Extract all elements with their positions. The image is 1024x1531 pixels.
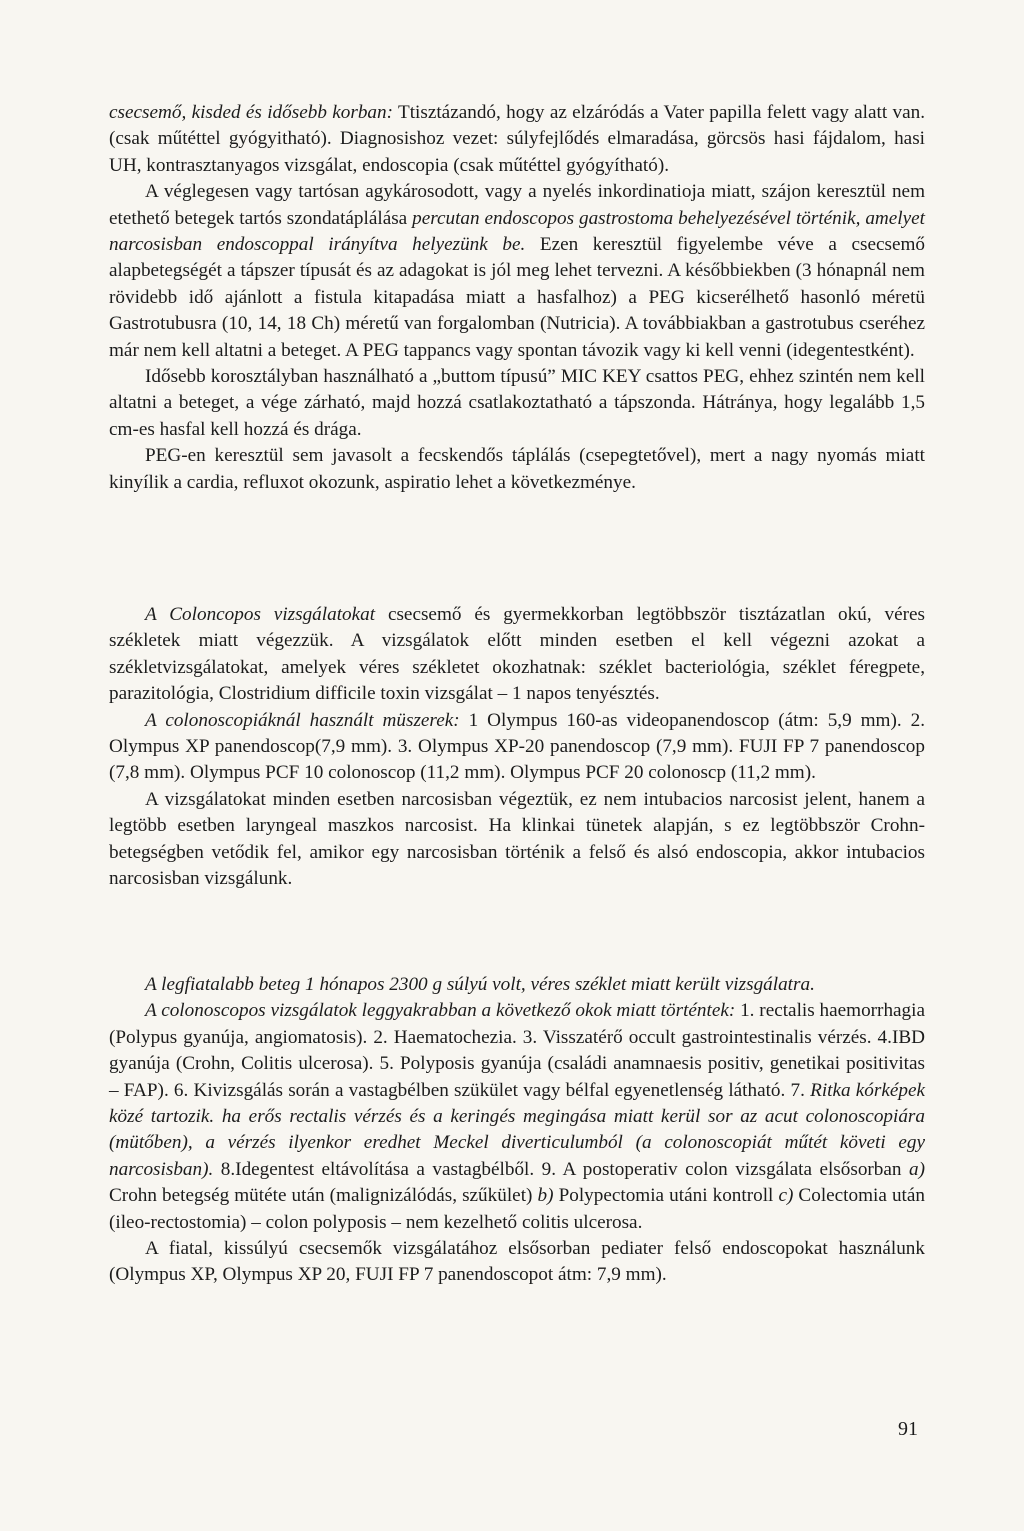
italic-run: A Coloncopos vizsgálatokat: [145, 604, 376, 625]
italic-run: percutan endoscopos gastrostoma behelyezésével történik, amelyet narcosisban endoscoppal irányítva helyezünk be.: [109, 207, 926, 256]
section-peg: [109, 100, 925, 496]
section-colonoscopy: [109, 602, 925, 892]
italic-run: A colonoscopos vizsgálatok leggyakrabban a következő okok miatt történtek:: [145, 1000, 736, 1022]
text-run: csecsemő és gyermekkorban legtöbbször tisztázatlan okú, véres székletek miatt végezzük. A vizsgálatok előtt minden esetben el kell végezni azokat a székletvizsgálatokat, amelyek véres székletet okozhatnak: széklet bacteriológia, széklet féregpete, parazitológia, Clostridium difficile toxin vizsgálat – 1 napos tenyésztés.: [109, 604, 925, 705]
paragraph: [109, 787, 925, 893]
paragraph: [109, 179, 925, 364]
text-run: Ttisztázandó, hogy az elzáródás a Vater papilla felett vagy alatt van. (csak műtéttel gyógyitható). Diagnosishoz vezet: súlyfejlődés elmaradása, görcsös hasi fájdalom, hasi UH, kontrasztanyagos vizsgálat, endoscopia (csak műtéttel gyógyítható).: [109, 102, 926, 176]
text-run: 8.Idegentest eltávolítása a vastagbélből. 9. A postoperativ colon vizsgálata elsősorban: [213, 1158, 910, 1180]
text-run: Colectomia után (ileo-rectostomia) – colon polyposis – nem kezelhető colitis ulcerosa.: [109, 1185, 925, 1233]
paragraph: [109, 364, 925, 443]
text-run: Ezen keresztül figyelembe véve a csecsemő alapbetegségét a tápszer típusát és az adagokat is jól meg lehet tervezni. A későbbiekben (3 hónapnál nem rövidebb idő ajánlott a fistula kitapadása miatt a hasfalhoz) a PEG kicserélhető hasonló méretü Gastrotubusra (10, 14, 18 Ch) méretű van forgalomban (Nutricia). A továbbiakban a gastrotubus cseréhez már nem kell altatni a beteget. A PEG tappancs vagy spontan távozik vagy ki kell venni (idegentestként).: [109, 234, 925, 361]
text-run: Crohn betegség mütéte után (malignizálódás, szűkület): [109, 1185, 538, 1207]
text-run: A fiatal, kissúlyú csecsemők vizsgálatához elsősorban pediater felső endoscopokat használunk (Olympus XP, Olympus XP 20, FUJI FP 7 panendoscopot átm: 7,9 mm).: [109, 1238, 925, 1286]
text-run: Idősebb korosztályban használható a „buttom típusú” MIC KEY csattos PEG, ehhez szintén nem kell altatni a beteget, a vége zárható, majd hozzá csatlakoztatható a tápszonda. Hátránya, hogy legalább 1,5 cm-es hasfal kell hozzá és drága.: [109, 366, 925, 440]
italic-run: b): [537, 1185, 554, 1207]
paragraph: [109, 972, 925, 998]
italic-run: Ritka kórképek közé tartozik. ha erős rectalis vérzés és a keringés megingása miatt kerül sor az acut colonoscopiára (mütőben), a vérzés ilyenkor eredhet Meckel diverticulumból (a colonoscopiát műtét követi egy narcosisban).: [109, 1079, 926, 1180]
italic-run: csecsemő, kisded és idősebb korban:: [109, 102, 393, 123]
text-run: A véglegesen vagy tartósan agykárosodott, vagy a nyelés inkordinatioja miatt, szájon keresztül nem etethető betegek tartós szondatáplálása: [109, 181, 925, 229]
italic-run: c): [778, 1185, 794, 1207]
paragraph: [109, 998, 925, 1236]
italic-run: a): [909, 1158, 925, 1180]
paragraph: [109, 100, 925, 179]
section-youngest-patient: [109, 972, 925, 1289]
text-run: PEG-en keresztül sem javasolt a fecskendős táplálás (csepegtetővel), mert a nagy nyomás miatt kinyílik a cardia, refluxot okozunk, aspiratio lehet a következménye.: [109, 445, 925, 493]
page-number: 91: [898, 1418, 918, 1440]
italic-run: A colonoscopiáknál használt müszerek:: [145, 709, 460, 731]
paragraph: [109, 443, 925, 496]
italic-run: A legfiatalabb beteg 1 hónapos 2300 g súlyú volt, véres széklet miatt került vizsgálatra.: [145, 974, 815, 995]
paragraph: [109, 708, 925, 787]
text-run: 1. rectalis haemorrhagia (Polypus gyanúja, angiomatosis). 2. Haematochezia. 3. Visszatérő occult gastrointestinalis vérzés. 4.IBD gyanúja (Crohn, Colitis ulcerosa). 5. Polyposis gyanúja (családi anamnaesis positiv, genetikai positivitas – FAP). 6. Kivizsgálás során a vastagbélben szükület vagy bélfal egyenetlenség látható. 7.: [109, 1000, 926, 1101]
text-run: 1 Olympus 160-as videopanendoscop (átm: 5,9 mm). 2. Olympus XP panendoscop(7,9 mm). 3. Olympus XP-20 panendoscop (7,9 mm). FUJI FP 7 panendoscop (7,8 mm). Olympus PCF 10 colonoscop (11,2 mm). Olympus PCF 20 colonoscp (11,2 mm).: [109, 709, 926, 784]
text-run: A vizsgálatokat minden esetben narcosisban végeztük, ez nem intubacios narcosist jelent, hanem a legtöbb esetben laryngeal maszkos narcosist. Ha klinkai tünetek alapján, s ez legtöbbször Crohn-betegségben vetődik fel, amikor egy narcosisban történik a felső és alsó endoscopia, akkor intubacios narcosisban vizsgálunk.: [109, 788, 925, 890]
text-run: Polypectomia utáni kontroll: [553, 1185, 779, 1207]
paragraph: [109, 602, 925, 708]
paragraph: [109, 1236, 925, 1289]
